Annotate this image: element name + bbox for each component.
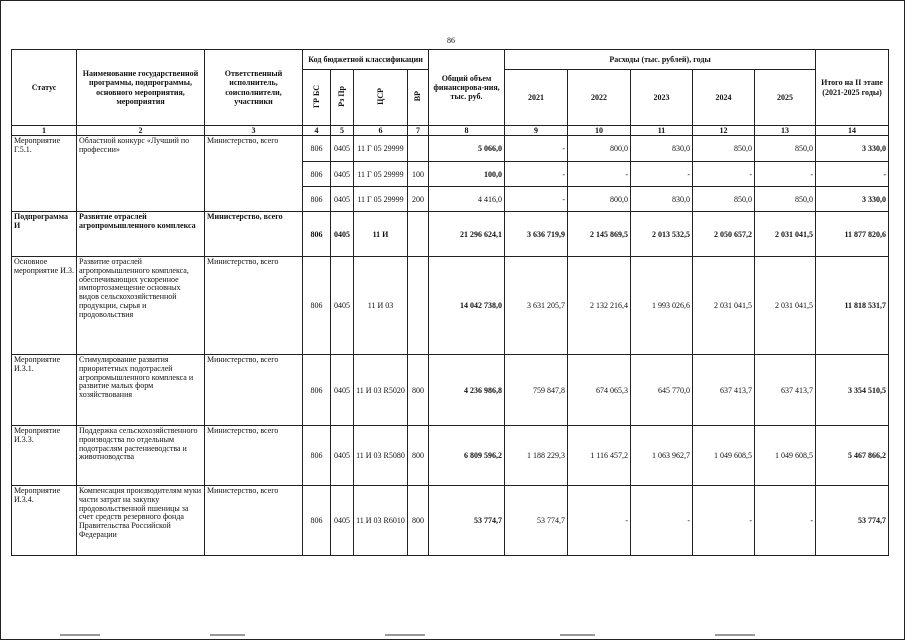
row-2025: - xyxy=(755,486,816,556)
row-2022: - xyxy=(568,486,631,556)
row-rzpr: 0405 xyxy=(331,257,354,355)
table-row xyxy=(12,355,889,426)
row-2022: 2 132 216,4 xyxy=(568,257,631,355)
row-vr: 800 xyxy=(408,426,429,486)
row-status: Мероприятие И.3.1. xyxy=(12,355,77,426)
column-number: 7 xyxy=(408,126,429,136)
row-total: 5 066,0 xyxy=(429,136,505,162)
header-responsible: Ответственный исполнитель, соисполнители, участники xyxy=(205,50,303,126)
row-rzpr: 0405 xyxy=(331,212,354,257)
row-stage-total: - xyxy=(816,162,889,187)
row-status: Подпрограмма И xyxy=(12,212,77,257)
row-2023: 1 063 962,7 xyxy=(631,426,693,486)
row-2023: - xyxy=(631,162,693,187)
table-row xyxy=(12,136,889,162)
header-year: 2023 xyxy=(631,70,693,126)
row-stage-total: 53 774,7 xyxy=(816,486,889,556)
header-rzpr: Рз Пр xyxy=(331,70,354,126)
row-csr: 11 Г 05 29999 xyxy=(354,162,408,187)
row-2025: 2 031 041,5 xyxy=(755,212,816,257)
row-csr: 11 И 03 xyxy=(354,257,408,355)
row-2022: 800,0 xyxy=(568,136,631,162)
row-total: 4 416,0 xyxy=(429,187,505,212)
row-2022: - xyxy=(568,162,631,187)
table-row xyxy=(12,257,889,355)
header-grbs: ГР БС xyxy=(303,70,331,126)
row-name: Областной конкурс «Лучший по профессии» xyxy=(77,136,205,212)
column-number: 1 xyxy=(12,126,77,136)
table-row xyxy=(12,212,889,257)
row-csr: 11 И 03 R5020 xyxy=(354,355,408,426)
row-grbs: 806 xyxy=(303,136,331,162)
row-responsible: Министерство, всего xyxy=(205,136,303,212)
row-stage-total: 5 467 866,2 xyxy=(816,426,889,486)
row-2022: 2 145 869,5 xyxy=(568,212,631,257)
row-2025: 850,0 xyxy=(755,187,816,212)
row-2021: 1 188 229,3 xyxy=(505,426,568,486)
column-number: 9 xyxy=(505,126,568,136)
row-name: Стимулирование развития приоритетных подотраслей агропромышленного комплекса и развитие малых форм хозяйствования xyxy=(77,355,205,426)
row-2025: - xyxy=(755,162,816,187)
row-grbs: 806 xyxy=(303,426,331,486)
row-grbs: 806 xyxy=(303,162,331,187)
row-csr: 11 Г 05 29999 xyxy=(354,136,408,162)
row-2024: 850,0 xyxy=(693,136,755,162)
header-year: 2021 xyxy=(505,70,568,126)
row-vr: 800 xyxy=(408,355,429,426)
row-2021: 3 631 205,7 xyxy=(505,257,568,355)
row-responsible: Министерство, всего xyxy=(205,355,303,426)
row-2023: 830,0 xyxy=(631,136,693,162)
row-status: Мероприятие И.3.4. xyxy=(12,486,77,556)
page-number: 86 xyxy=(447,36,455,45)
row-2024: 2 031 041,5 xyxy=(693,257,755,355)
row-total: 4 236 986,8 xyxy=(429,355,505,426)
column-number: 11 xyxy=(631,126,693,136)
row-grbs: 806 xyxy=(303,212,331,257)
row-2021: 53 774,7 xyxy=(505,486,568,556)
row-responsible: Министерство, всего xyxy=(205,212,303,257)
row-2025: 2 031 041,5 xyxy=(755,257,816,355)
row-total: 14 042 738,0 xyxy=(429,257,505,355)
row-stage-total: 11 818 531,7 xyxy=(816,257,889,355)
row-rzpr: 0405 xyxy=(331,187,354,212)
column-number: 4 xyxy=(303,126,331,136)
column-number: 13 xyxy=(755,126,816,136)
row-2023: - xyxy=(631,486,693,556)
row-status: Мероприятие Г.5.1. xyxy=(12,136,77,212)
column-number: 6 xyxy=(354,126,408,136)
row-name: Поддержка сельскохозяйственного производства по отдельным подотраслям растениеводства и животноводства xyxy=(77,426,205,486)
row-2024: 1 049 608,5 xyxy=(693,426,755,486)
row-vr xyxy=(408,136,429,162)
row-vr xyxy=(408,212,429,257)
row-2024: 850,0 xyxy=(693,187,755,212)
column-number: 10 xyxy=(568,126,631,136)
row-name: Развитие отраслей агропромышленного комплекса, обеспечивающих ускоренное импортозамещение основных видов сельскохозяйственной продукции, сырья и продовольствия xyxy=(77,257,205,355)
row-2021: - xyxy=(505,187,568,212)
row-vr: 100 xyxy=(408,162,429,187)
table-row xyxy=(12,426,889,486)
table-row xyxy=(12,486,889,556)
row-responsible: Министерство, всего xyxy=(205,426,303,486)
header-csr: ЦСР xyxy=(354,70,408,126)
column-number: 12 xyxy=(693,126,755,136)
row-responsible: Министерство, всего xyxy=(205,257,303,355)
row-total: 6 809 596,2 xyxy=(429,426,505,486)
row-vr xyxy=(408,257,429,355)
row-2024: - xyxy=(693,486,755,556)
row-stage-total: 3 330,0 xyxy=(816,187,889,212)
row-2023: 645 770,0 xyxy=(631,355,693,426)
scan-edge-marks xyxy=(0,634,905,640)
row-grbs: 806 xyxy=(303,257,331,355)
row-2023: 830,0 xyxy=(631,187,693,212)
header-total-volume: Общий объем финансирова-ния, тыс. руб. xyxy=(429,50,505,126)
header-year: 2024 xyxy=(693,70,755,126)
row-status: Основное мероприятие И.3. xyxy=(12,257,77,355)
column-number: 5 xyxy=(331,126,354,136)
row-2022: 674 065,3 xyxy=(568,355,631,426)
row-2022: 800,0 xyxy=(568,187,631,212)
row-2023: 1 993 026,6 xyxy=(631,257,693,355)
column-number: 14 xyxy=(816,126,889,136)
row-stage-total: 11 877 820,6 xyxy=(816,212,889,257)
row-grbs: 806 xyxy=(303,187,331,212)
column-number: 8 xyxy=(429,126,505,136)
column-number: 2 xyxy=(77,126,205,136)
row-stage-total: 3 354 510,5 xyxy=(816,355,889,426)
row-rzpr: 0405 xyxy=(331,136,354,162)
header-expenses: Расходы (тыс. рублей), годы xyxy=(505,50,816,70)
header-vr: ВР xyxy=(408,70,429,126)
row-2021: - xyxy=(505,162,568,187)
row-grbs: 806 xyxy=(303,486,331,556)
row-2024: 2 050 657,2 xyxy=(693,212,755,257)
row-2025: 637 413,7 xyxy=(755,355,816,426)
row-vr: 800 xyxy=(408,486,429,556)
budget-table xyxy=(11,49,889,556)
row-stage-total: 3 330,0 xyxy=(816,136,889,162)
row-2021: 759 847,8 xyxy=(505,355,568,426)
row-2022: 1 116 457,2 xyxy=(568,426,631,486)
row-name: Компенсация производителям муки части затрат на закупку продовольственной пшеницы за счет средств резервного фонда Правительства Российской Федерации xyxy=(77,486,205,556)
header-year: 2022 xyxy=(568,70,631,126)
row-2025: 1 049 608,5 xyxy=(755,426,816,486)
row-grbs: 806 xyxy=(303,355,331,426)
row-status: Мероприятие И.3.3. xyxy=(12,426,77,486)
header-name: Наименование государственной программы, подпрограммы, основного мероприятия, мероприятия xyxy=(77,50,205,126)
row-total: 100,0 xyxy=(429,162,505,187)
row-responsible: Министерство, всего xyxy=(205,486,303,556)
row-csr: 11 И 03 R5080 xyxy=(354,426,408,486)
row-2021: 3 636 719,9 xyxy=(505,212,568,257)
row-rzpr: 0405 xyxy=(331,355,354,426)
row-rzpr: 0405 xyxy=(331,486,354,556)
header-stage-total: Итого на II этапе (2021-2025 годы) xyxy=(816,50,889,126)
row-csr: 11 И 03 R6010 xyxy=(354,486,408,556)
row-total: 21 296 624,1 xyxy=(429,212,505,257)
row-csr: 11 Г 05 29999 xyxy=(354,187,408,212)
row-vr: 200 xyxy=(408,187,429,212)
row-total: 53 774,7 xyxy=(429,486,505,556)
header-budget-code: Код бюджетной классификации xyxy=(303,50,429,70)
row-2024: - xyxy=(693,162,755,187)
header-year: 2025 xyxy=(755,70,816,126)
row-2023: 2 013 532,5 xyxy=(631,212,693,257)
row-2024: 637 413,7 xyxy=(693,355,755,426)
row-2021: - xyxy=(505,136,568,162)
row-rzpr: 0405 xyxy=(331,426,354,486)
header-status: Статус xyxy=(12,50,77,126)
column-number: 3 xyxy=(205,126,303,136)
row-csr: 11 И xyxy=(354,212,408,257)
column-number-row xyxy=(12,126,889,136)
row-rzpr: 0405 xyxy=(331,162,354,187)
row-name: Развитие отраслей агропромышленного комплекса xyxy=(77,212,205,257)
row-2025: 850,0 xyxy=(755,136,816,162)
